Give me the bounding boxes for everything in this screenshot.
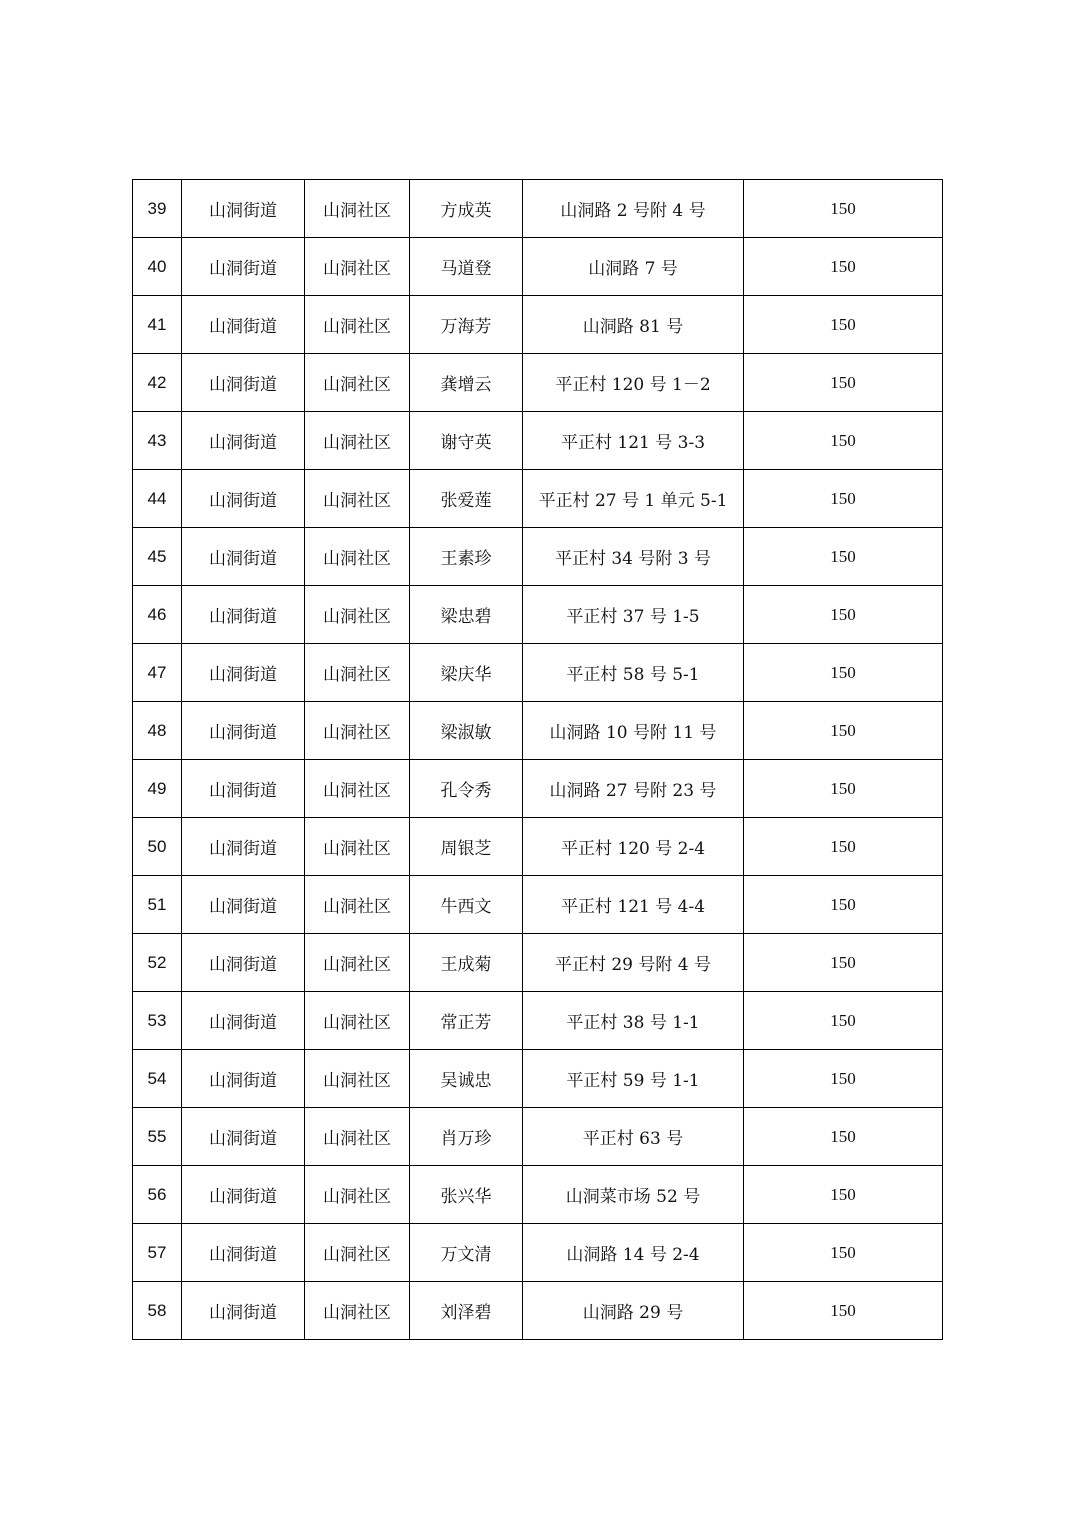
person-name-cell: 谢守英	[410, 412, 523, 470]
amount-cell: 150	[744, 470, 943, 528]
address-cell: 平正村 120 号 2-4	[523, 818, 744, 876]
address-cell: 平正村 34 号附 3 号	[523, 528, 744, 586]
row-number-cell: 40	[133, 238, 182, 296]
amount-cell: 150	[744, 1224, 943, 1282]
table-row	[133, 644, 943, 702]
table-row	[133, 992, 943, 1050]
street-cell: 山洞街道	[182, 1166, 305, 1224]
community-cell: 山洞社区	[305, 354, 410, 412]
street-cell: 山洞街道	[182, 412, 305, 470]
community-cell: 山洞社区	[305, 818, 410, 876]
address-cell: 平正村 27 号 1 单元 5-1	[523, 470, 744, 528]
person-name-cell: 万文清	[410, 1224, 523, 1282]
person-name-cell: 马道登	[410, 238, 523, 296]
amount-cell: 150	[744, 296, 943, 354]
person-name-cell: 常正芳	[410, 992, 523, 1050]
street-cell: 山洞街道	[182, 528, 305, 586]
person-name-cell: 肖万珍	[410, 1108, 523, 1166]
amount-cell: 150	[744, 1282, 943, 1340]
address-cell: 山洞菜市场 52 号	[523, 1166, 744, 1224]
street-cell: 山洞街道	[182, 992, 305, 1050]
street-cell: 山洞街道	[182, 760, 305, 818]
row-number-cell: 50	[133, 818, 182, 876]
row-number-cell: 41	[133, 296, 182, 354]
table-row	[133, 180, 943, 238]
roster-table-body	[133, 180, 943, 1340]
community-cell: 山洞社区	[305, 876, 410, 934]
person-name-cell: 方成英	[410, 180, 523, 238]
address-cell: 平正村 121 号 3-3	[523, 412, 744, 470]
community-cell: 山洞社区	[305, 992, 410, 1050]
community-cell: 山洞社区	[305, 702, 410, 760]
person-name-cell: 龚增云	[410, 354, 523, 412]
street-cell: 山洞街道	[182, 296, 305, 354]
person-name-cell: 周银芝	[410, 818, 523, 876]
amount-cell: 150	[744, 1166, 943, 1224]
street-cell: 山洞街道	[182, 1108, 305, 1166]
amount-cell: 150	[744, 702, 943, 760]
amount-cell: 150	[744, 354, 943, 412]
street-cell: 山洞街道	[182, 644, 305, 702]
row-number-cell: 58	[133, 1282, 182, 1340]
community-cell: 山洞社区	[305, 180, 410, 238]
street-cell: 山洞街道	[182, 1224, 305, 1282]
community-cell: 山洞社区	[305, 1282, 410, 1340]
street-cell: 山洞街道	[182, 934, 305, 992]
amount-cell: 150	[744, 1050, 943, 1108]
address-cell: 平正村 29 号附 4 号	[523, 934, 744, 992]
person-name-cell: 王素珍	[410, 528, 523, 586]
row-number-cell: 39	[133, 180, 182, 238]
community-cell: 山洞社区	[305, 528, 410, 586]
table-row	[133, 934, 943, 992]
row-number-cell: 43	[133, 412, 182, 470]
amount-cell: 150	[744, 1108, 943, 1166]
amount-cell: 150	[744, 876, 943, 934]
community-cell: 山洞社区	[305, 644, 410, 702]
address-cell: 平正村 58 号 5-1	[523, 644, 744, 702]
row-number-cell: 46	[133, 586, 182, 644]
amount-cell: 150	[744, 238, 943, 296]
person-name-cell: 王成菊	[410, 934, 523, 992]
row-number-cell: 52	[133, 934, 182, 992]
table-row	[133, 528, 943, 586]
row-number-cell: 42	[133, 354, 182, 412]
amount-cell: 150	[744, 412, 943, 470]
person-name-cell: 梁庆华	[410, 644, 523, 702]
community-cell: 山洞社区	[305, 1166, 410, 1224]
person-name-cell: 梁忠碧	[410, 586, 523, 644]
amount-cell: 150	[744, 528, 943, 586]
address-cell: 山洞路 14 号 2-4	[523, 1224, 744, 1282]
row-number-cell: 45	[133, 528, 182, 586]
community-cell: 山洞社区	[305, 238, 410, 296]
address-cell: 山洞路 29 号	[523, 1282, 744, 1340]
street-cell: 山洞街道	[182, 1282, 305, 1340]
amount-cell: 150	[744, 586, 943, 644]
address-cell: 平正村 38 号 1-1	[523, 992, 744, 1050]
table-row	[133, 1282, 943, 1340]
address-cell: 平正村 63 号	[523, 1108, 744, 1166]
community-cell: 山洞社区	[305, 296, 410, 354]
street-cell: 山洞街道	[182, 180, 305, 238]
person-name-cell: 孔令秀	[410, 760, 523, 818]
table-row	[133, 470, 943, 528]
address-cell: 平正村 37 号 1-5	[523, 586, 744, 644]
street-cell: 山洞街道	[182, 586, 305, 644]
table-row	[133, 1224, 943, 1282]
table-row	[133, 354, 943, 412]
table-row	[133, 760, 943, 818]
table-row	[133, 818, 943, 876]
row-number-cell: 51	[133, 876, 182, 934]
row-number-cell: 44	[133, 470, 182, 528]
address-cell: 山洞路 10 号附 11 号	[523, 702, 744, 760]
amount-cell: 150	[744, 934, 943, 992]
community-cell: 山洞社区	[305, 586, 410, 644]
row-number-cell: 54	[133, 1050, 182, 1108]
person-name-cell: 梁淑敏	[410, 702, 523, 760]
community-cell: 山洞社区	[305, 760, 410, 818]
table-row	[133, 238, 943, 296]
address-cell: 平正村 120 号 1－2	[523, 354, 744, 412]
table-row	[133, 296, 943, 354]
community-cell: 山洞社区	[305, 1224, 410, 1282]
community-cell: 山洞社区	[305, 1050, 410, 1108]
table-row	[133, 1050, 943, 1108]
row-number-cell: 53	[133, 992, 182, 1050]
row-number-cell: 55	[133, 1108, 182, 1166]
street-cell: 山洞街道	[182, 702, 305, 760]
amount-cell: 150	[744, 180, 943, 238]
address-cell: 平正村 121 号 4-4	[523, 876, 744, 934]
address-cell: 山洞路 27 号附 23 号	[523, 760, 744, 818]
row-number-cell: 56	[133, 1166, 182, 1224]
person-name-cell: 吴诚忠	[410, 1050, 523, 1108]
table-row	[133, 586, 943, 644]
table-row	[133, 1166, 943, 1224]
roster-table	[132, 179, 943, 1340]
community-cell: 山洞社区	[305, 470, 410, 528]
person-name-cell: 牛西文	[410, 876, 523, 934]
row-number-cell: 57	[133, 1224, 182, 1282]
street-cell: 山洞街道	[182, 876, 305, 934]
amount-cell: 150	[744, 644, 943, 702]
table-row	[133, 876, 943, 934]
amount-cell: 150	[744, 760, 943, 818]
amount-cell: 150	[744, 818, 943, 876]
address-cell: 平正村 59 号 1-1	[523, 1050, 744, 1108]
person-name-cell: 张兴华	[410, 1166, 523, 1224]
street-cell: 山洞街道	[182, 818, 305, 876]
table-row	[133, 702, 943, 760]
person-name-cell: 张爱莲	[410, 470, 523, 528]
person-name-cell: 万海芳	[410, 296, 523, 354]
table-row	[133, 412, 943, 470]
row-number-cell: 47	[133, 644, 182, 702]
address-cell: 山洞路 81 号	[523, 296, 744, 354]
community-cell: 山洞社区	[305, 1108, 410, 1166]
street-cell: 山洞街道	[182, 238, 305, 296]
street-cell: 山洞街道	[182, 1050, 305, 1108]
table-row	[133, 1108, 943, 1166]
amount-cell: 150	[744, 992, 943, 1050]
address-cell: 山洞路 7 号	[523, 238, 744, 296]
row-number-cell: 48	[133, 702, 182, 760]
address-cell: 山洞路 2 号附 4 号	[523, 180, 744, 238]
community-cell: 山洞社区	[305, 412, 410, 470]
row-number-cell: 49	[133, 760, 182, 818]
street-cell: 山洞街道	[182, 470, 305, 528]
street-cell: 山洞街道	[182, 354, 305, 412]
community-cell: 山洞社区	[305, 934, 410, 992]
person-name-cell: 刘泽碧	[410, 1282, 523, 1340]
